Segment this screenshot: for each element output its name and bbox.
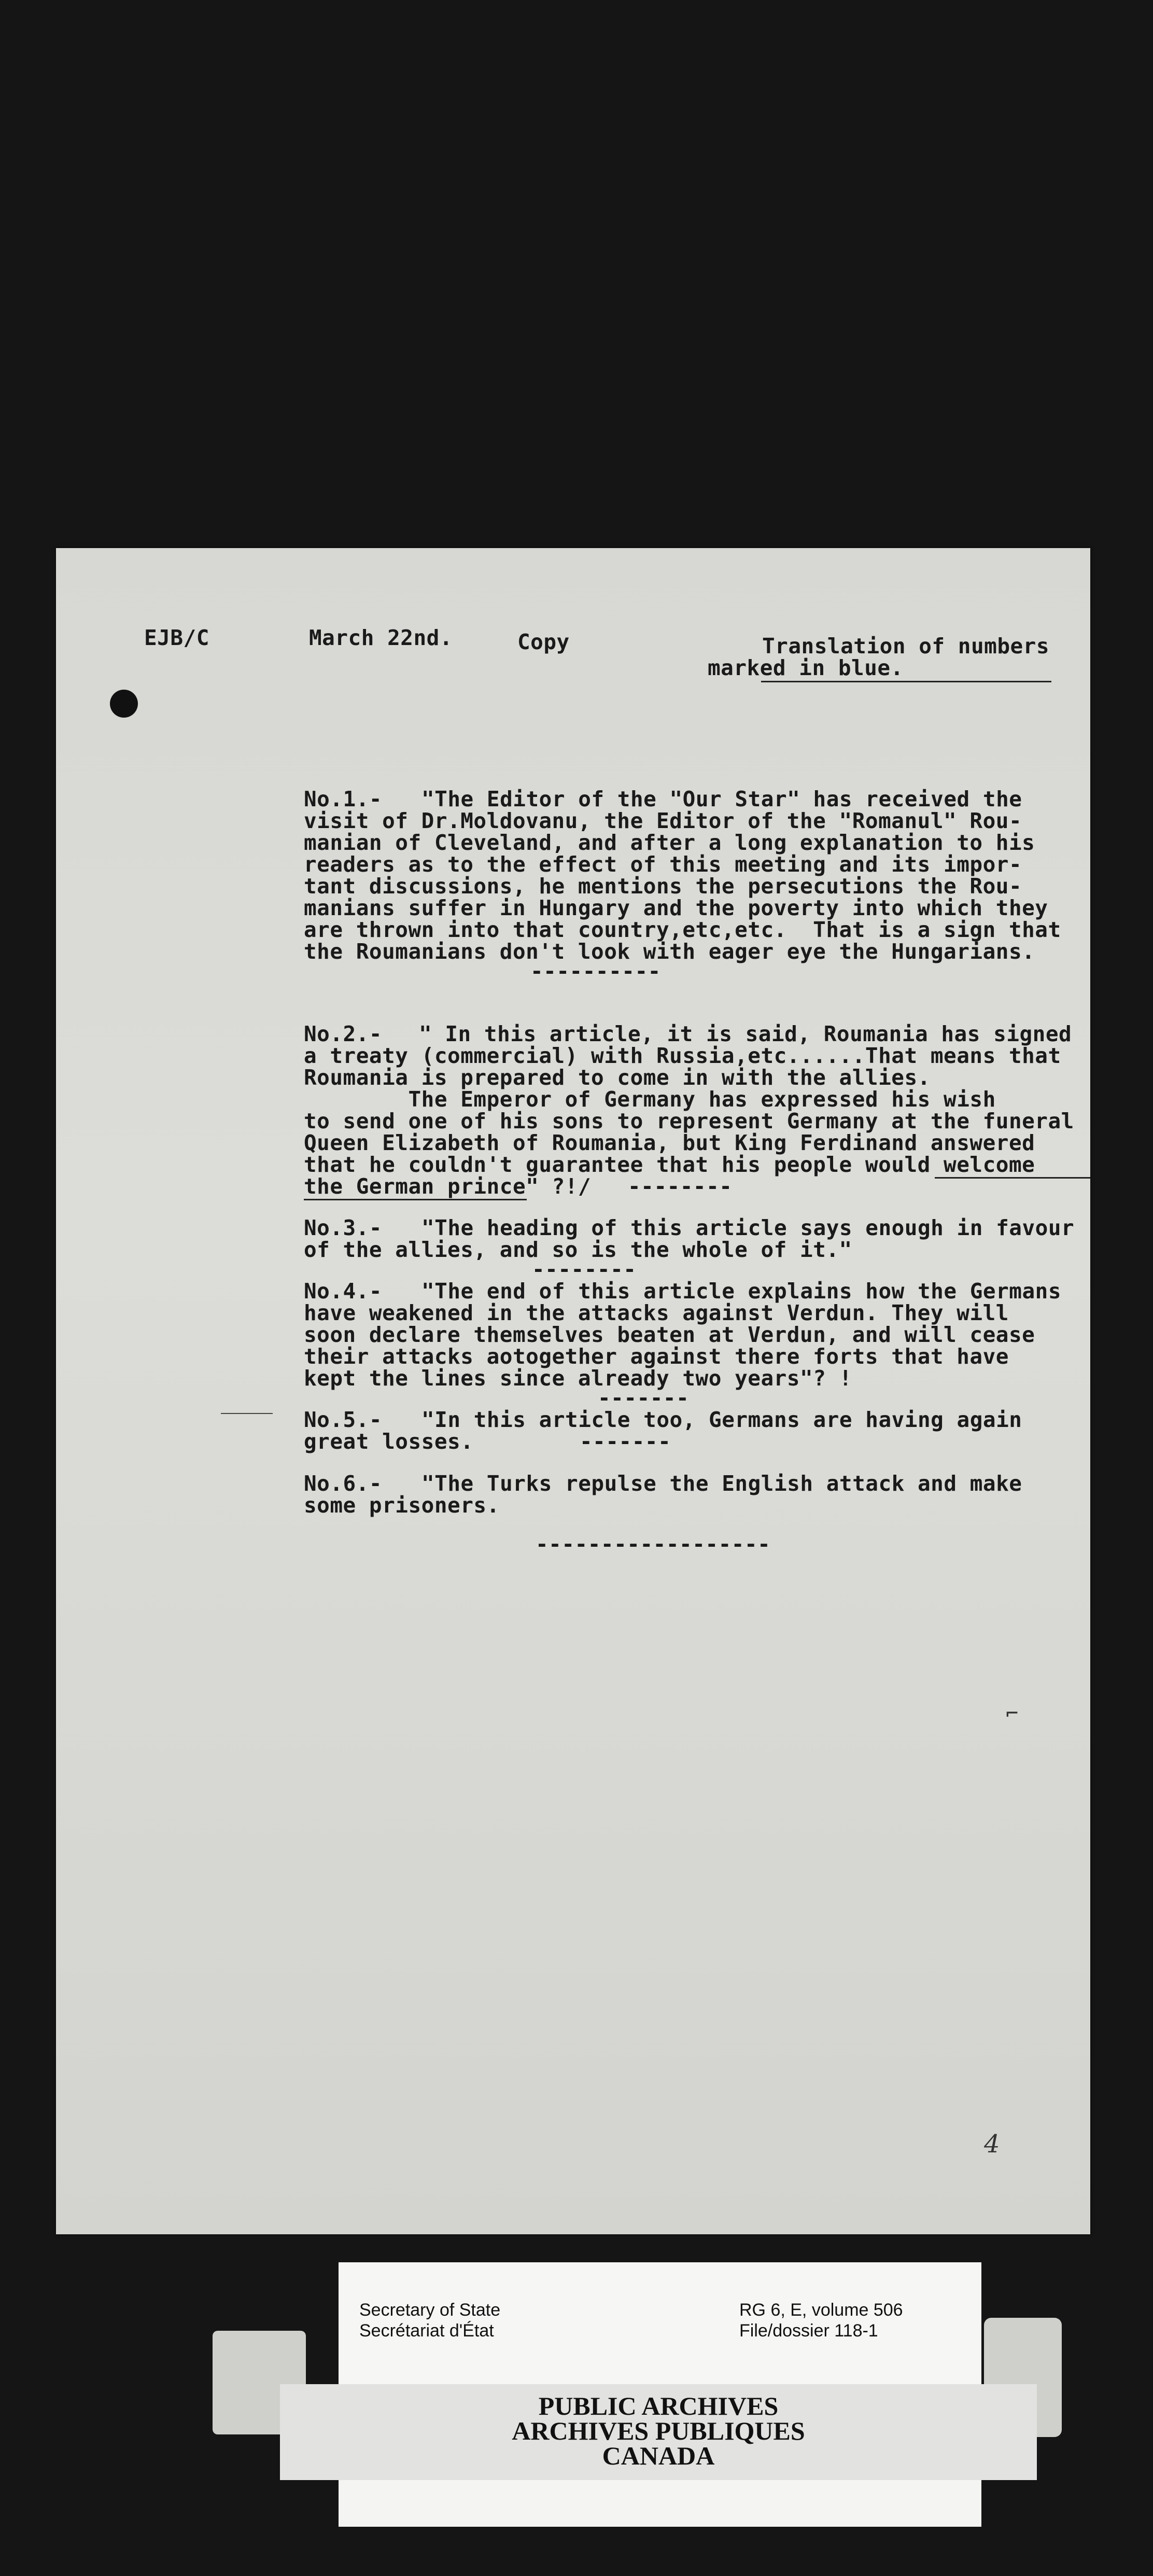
item-4-line-3: soon declare themselves beaten at Verdun, and will cease [304,1322,1035,1347]
item-2-line-5: to send one of his sons to represent Germany at the funeral [304,1109,1074,1133]
item-1-line-8: the Roumanians don't look with eager eye the Hungarians. [304,939,1035,964]
page-number-mark: 4 [984,2130,1000,2159]
item-1-separator: ---------- [530,959,661,984]
item-2-line-2: a treaty (commercial) with Russia,etc......That means that [304,1043,1061,1068]
item-4-separator: ------- [598,1385,690,1410]
record-group: RG 6, E, volume 506 [739,2300,903,2320]
item-5-separator: ------- [580,1429,671,1454]
header-copy: Copy [517,629,570,654]
item-1-line-7: are thrown into that country,etc,etc. That is a sign that [304,917,1061,942]
underline-welcome [935,1177,1090,1179]
pencil-tick-mark: ⌐ [1006,1702,1019,1726]
item-3-number: No.3.- [304,1215,383,1240]
item-6-line-2: some prisoners. [304,1493,500,1518]
item-2-line-8: the German prince" ?!/ [304,1174,592,1199]
item-3-line-2: of the allies, and so is the whole of it." [304,1237,852,1262]
item-1-line-4: readers as to the effect of this meeting and its impor- [304,852,1022,877]
margin-stroke [221,1413,273,1414]
item-6-line-1: "The Turks repulse the English attack and make [421,1471,1022,1496]
card-lower-strip [339,2480,981,2527]
item-1-line-2: visit of Dr.Moldovanu, the Editor of the "Romanul" Rou- [304,808,1022,833]
header-ref: EJB/C [144,625,209,650]
item-5-line-1: "In this article too, Germans are having again [421,1407,1022,1432]
punch-hole [110,690,138,718]
item-1-line-1: "The Editor of the "Our Star" has received the [421,787,1022,811]
item-1-number: No.1.- [304,787,383,811]
archive-stamp-band [280,2384,1037,2480]
file-number: File/dossier 118-1 [739,2321,878,2341]
item-2-line-6: Queen Elizabeth of Roumania, but King Ferdinand answered [304,1130,1035,1155]
item-1-line-5: tant discussions, he mentions the persecutions the Rou- [304,874,1022,899]
item-3-line-1: "The heading of this article says enough in favour [421,1215,1075,1240]
item-4-number: No.4.- [304,1279,383,1304]
department-english: Secretary of State [359,2300,501,2320]
department-french: Secrétariat d'État [359,2321,494,2341]
item-2-number: No.2.- [304,1021,383,1046]
stamp-line-3: CANADA [602,2441,715,2470]
item-5-line-2: great losses. [304,1429,474,1454]
item-1-line-6: manians suffer in Hungary and the poverty into which they [304,895,1048,920]
item-4-line-5: kept the lines since already two years"? ! [304,1366,852,1391]
item-2-line-1: " In this article, it is said, Roumania has signed [419,1021,1072,1046]
item-5-number: No.5.- [304,1407,383,1432]
header-date: March 22nd. [309,625,453,650]
item-2-line-7: that he couldn't guarantee that his people would welcome [304,1152,1035,1177]
item-6-number: No.6.- [304,1471,383,1496]
document-page [56,548,1090,2234]
header-underline [761,681,1051,682]
item-6-separator: ------------------ [536,1532,771,1557]
stamp-line-2: ARCHIVES PUBLIQUES [512,2416,805,2445]
archive-reference-card [339,2262,981,2389]
item-3-separator: -------- [532,1257,637,1282]
underline-german-prince [304,1199,527,1200]
item-2-line-4: The Emperor of Germany has expressed his wish [304,1087,996,1112]
item-4-line-4: their attacks aotogether against there forts that have [304,1344,1009,1369]
item-2-separator: -------- [628,1174,733,1199]
header-note-line1: Translation of numbers [762,634,1050,659]
header-note-line2: marked in blue. [708,655,904,680]
item-2-line-3: Roumania is prepared to come in with the allies. [304,1065,931,1090]
stamp-line-1: PUBLIC ARCHIVES [538,2391,779,2420]
item-1-line-3: manian of Cleveland, and after a long explanation to his [304,830,1035,855]
item-4-line-2: have weakened in the attacks against Verdun. They will [304,1300,1009,1325]
item-4-line-1: "The end of this article explains how the Germans [421,1279,1062,1304]
